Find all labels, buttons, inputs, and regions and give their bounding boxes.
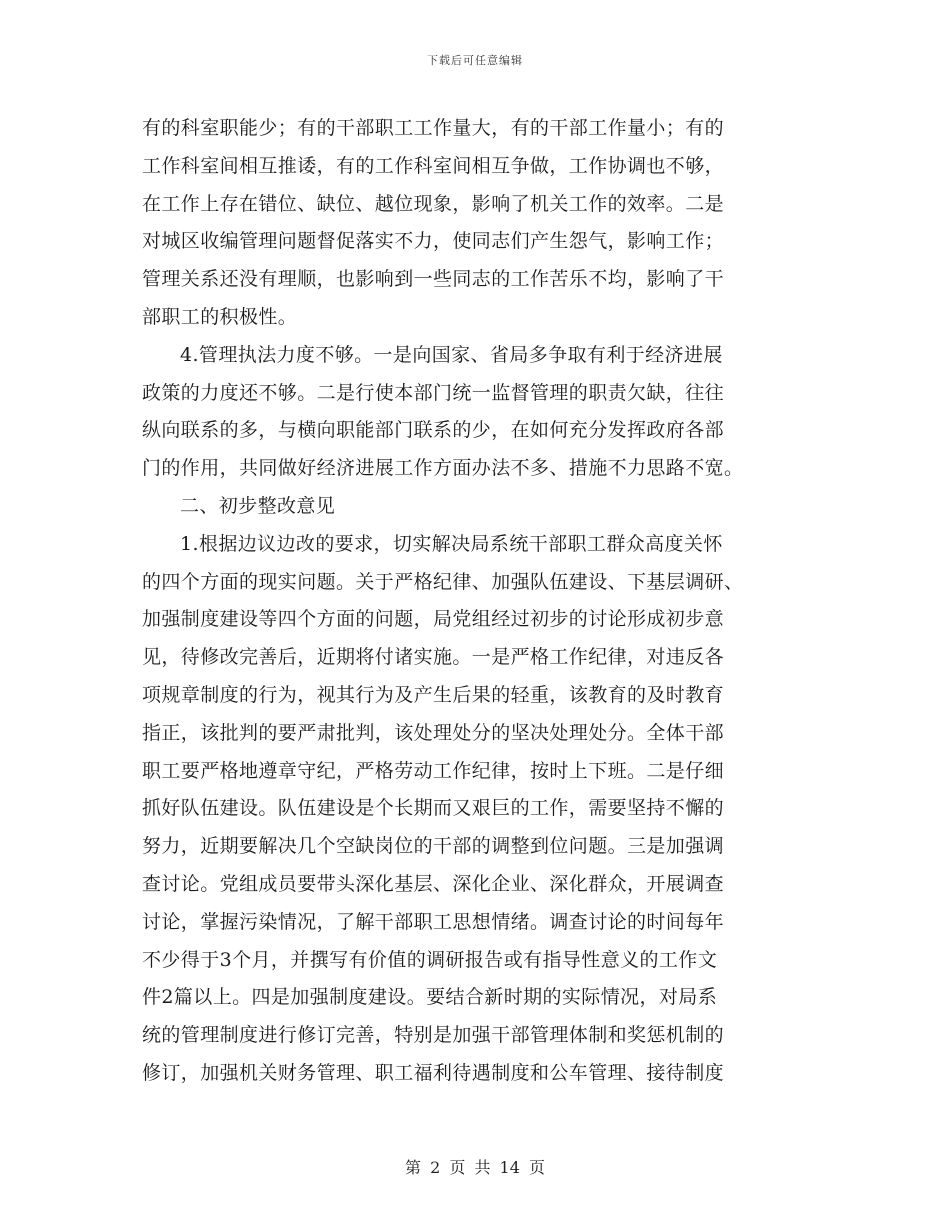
- text-line: 工作科室间相互推诿，有的工作科室间相互争做，工作协调也不够，: [142, 154, 725, 177]
- text-line: 讨论，掌握污染情况，了解干部职工思想情绪。调查讨论的时间每年: [142, 910, 725, 933]
- document-body: [142, 110, 802, 1093]
- text-line: 项规章制度的行为，视其行为及产生后果的轻重，该教育的及时教育: [142, 683, 725, 706]
- text-line: 政策的力度还不够。二是行使本部门统一监督管理的职责欠缺，往往: [142, 381, 725, 404]
- text-line: 1.根据边议边改的要求，切实解决局系统干部职工群众高度关怀: [180, 532, 723, 555]
- text-line: 职工要严格地遵章守纪，严格劳动工作纪律，按时上下班。二是仔细: [142, 759, 725, 782]
- text-line: 对城区收编管理问题督促落实不力，使同志们产生怨气，影响工作；: [142, 230, 725, 253]
- text-line: 在工作上存在错位、缺位、越位现象，影响了机关工作的效率。二是: [142, 192, 725, 215]
- text-line: 管理关系还没有理顺，也影响到一些同志的工作苦乐不均，影响了干: [142, 268, 725, 291]
- text-line: 修订，加强机关财务管理、职工福利待遇制度和公车管理、接待制度: [142, 1061, 725, 1084]
- text-line: 抓好队伍建设。队伍建设是个长期而又艰巨的工作，需要坚持不懈的: [142, 797, 725, 820]
- page-header: 下载后可任意编辑: [427, 54, 523, 67]
- text-line: 查讨论。党组成员要带头深化基层、深化企业、深化群众，开展调查: [142, 872, 725, 895]
- text-line: 统的管理制度进行修订完善，特别是加强干部管理体制和奖惩机制的: [142, 1024, 725, 1047]
- text-line: 部职工的积极性。: [142, 305, 298, 328]
- text-line: 纵向联系的多，与横向职能部门联系的少，在如何充分发挥政府各部: [142, 419, 725, 442]
- text-line: 努力，近期要解决几个空缺岗位的干部的调整到位问题。三是加强调: [142, 835, 725, 858]
- text-line: 门的作用，共同做好经济进展工作方面办法不多、措施不力思路不宽。: [142, 457, 744, 480]
- text-line: 的四个方面的现实问题。关于严格纪律、加强队伍建设、下基层调研、: [142, 570, 744, 593]
- text-line: 见，待修改完善后，近期将付诸实施。一是严格工作纪律，对违反各: [142, 646, 725, 669]
- text-line: 4.管理执法力度不够。一是向国家、省局多争取有利于经济进展: [180, 343, 723, 366]
- text-line: 件2篇以上。四是加强制度建设。要结合新时期的实际情况，对局系: [142, 986, 718, 1009]
- text-line: 二、初步整改意见: [180, 494, 336, 517]
- page-number: 第 2 页 共 14 页: [405, 1158, 545, 1177]
- text-line: 指正，该批判的要严肃批判，该处理处分的坚决处理处分。全体干部: [142, 721, 725, 744]
- text-line: 不少得于3个月，并撰写有价值的调研报告或有指导性意义的工作文: [142, 948, 718, 971]
- text-line: 加强制度建设等四个方面的问题，局党组经过初步的讨论形成初步意: [142, 608, 725, 631]
- text-line: 有的科室职能少；有的干部职工工作量大，有的干部工作量小；有的: [142, 117, 725, 139]
